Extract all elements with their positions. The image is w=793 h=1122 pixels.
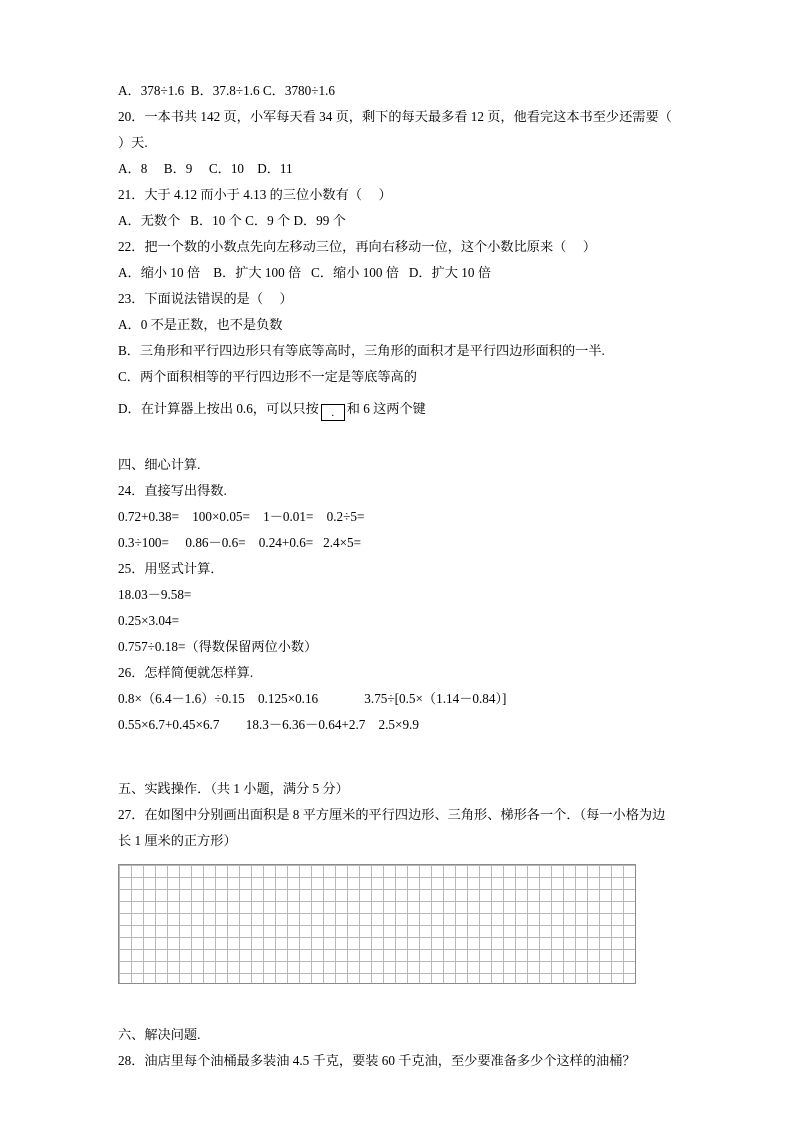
question-25-row-1: 18.03－9.58= [118,587,192,602]
question-24-row-2: 0.3÷100= 0.86－0.6= 0.24+0.6= 2.4×5= [118,535,362,550]
question-23-option-d-pre: D．在计算器上按出 0.6，可以只按 [118,401,319,416]
question-23-text [118,286,675,312]
question-22-number: 22． [118,239,145,254]
question-23 [118,286,675,422]
question-21-options: A．无数个 B．10 个 C．9 个 D．99 个 [118,213,346,228]
question-22-options: A．缩小 10 倍 B．扩大 100 倍 C．缩小 100 倍 D．扩大 10 倍 [118,265,491,280]
question-23-option-d [118,396,675,422]
question-21 [118,182,675,234]
question-25-head: 25．用竖式计算． [118,561,224,576]
question-22 [118,234,675,286]
question-28-text: 28．油店里每个油桶最多装油 4.5 千克，要装 60 千克油，至少要准备多少个这样的油桶？ [118,1053,636,1068]
answer-choices-q19: A．378÷1.6 B．37.8÷1.6 C．3780÷1.6 [118,83,335,98]
question-20-text [118,104,686,156]
question-21-stem: 大于 4.12 而小于 4.13 的三位小数有（ ） [144,187,392,202]
question-20-number: 20． [118,109,145,124]
question-26-row-1: 0.8×（6.4－1.6）÷0.15 0.125×0.16 3.75÷[0.5×（1.14－0.84）] [118,691,507,706]
question-24-row-1: 0.72+0.38= 100×0.05= 1－0.01= 0.2÷5= [118,509,365,524]
question-20-options: A．8 B．9 C．10 D．11 [118,161,293,176]
question-21-number: 21． [118,187,145,202]
question-23-option-b: B．三角形和平行四边形只有等底等高时，三角形的面积才是平行四边形面积的一半. [118,343,605,358]
section-4-title: 四、细心计算. [118,457,201,472]
question-22-text [118,234,675,260]
grid-paper [118,864,636,984]
question-25-row-3: 0.757÷0.18=（得数保留两位小数） [118,639,318,654]
question-25-row-2: 0.25×3.04= [118,613,180,628]
section-5-title: 五、实践操作．（共 1 小题，满分 5 分） [118,781,349,796]
question-23-option-c: C．两个面积相等的平行四边形不一定是等底等高的 [118,369,417,384]
question-26-row-2: 0.55×6.7+0.45×6.7 18.3－6.36－0.64+2.7 2.5×9.9 [118,717,419,732]
question-23-number: 23． [118,291,145,306]
spacer [118,422,675,436]
calculator-key-icon: . [321,404,345,421]
spacer [118,738,675,760]
spacer [118,984,675,1006]
question-20 [118,104,686,182]
question-26-head: 26．怎样简便就怎样算. [118,665,254,680]
section-6-title: 六、解决问题. [118,1027,201,1042]
question-27-text: 27．在如图中分别画出面积是 8 平方厘米的平行四边形、三角形、梯形各一个．（每一小格为边长 1 厘米的正方形） [118,807,666,848]
question-24-head: 24．直接写出得数. [118,483,227,498]
grid-paper-wrapper [118,864,675,984]
question-23-option-a: A．0 不是正数，也不是负数 [118,317,283,332]
question-20-stem: 一本书共 142 页，小军每天看 34 页，剩下的每天最多看 12 页，他看完这本书至少还需要（ ）天. [118,109,686,150]
question-23-option-d-post: 和 6 这两个键 [346,401,426,416]
question-22-stem: 把一个数的小数点先向左移动三位，再向右移动一位，这个小数比原来（ ） [144,239,597,254]
question-23-stem: 下面说法错误的是（ ） [144,291,293,306]
question-21-text [118,182,675,208]
